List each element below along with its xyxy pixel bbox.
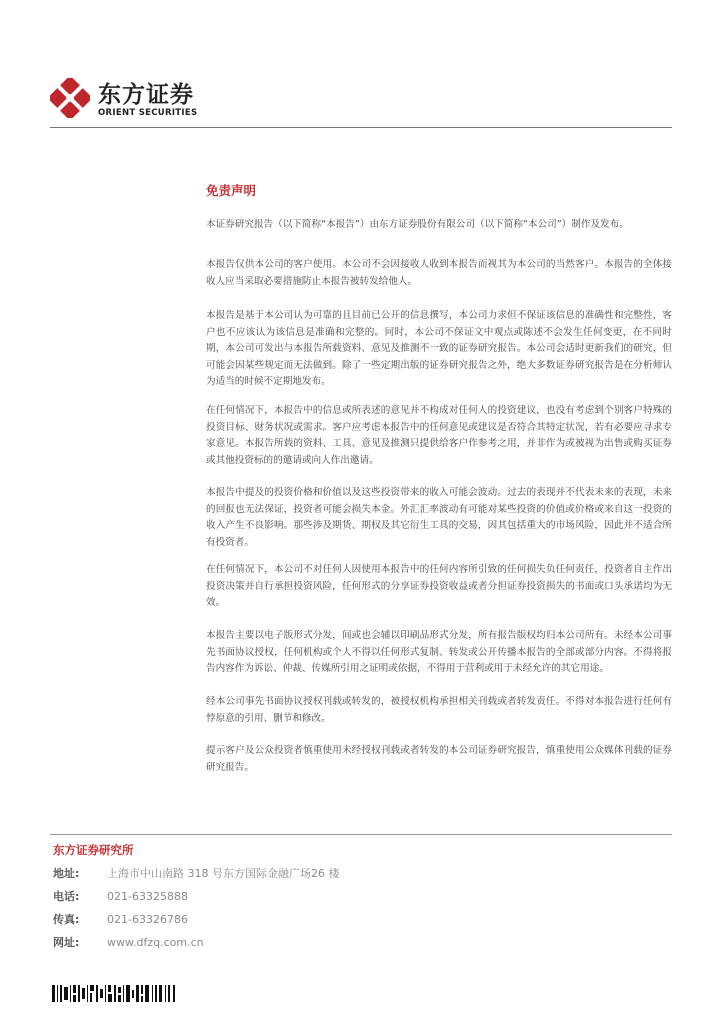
phone-row [53, 890, 188, 904]
footer-divider [50, 834, 672, 835]
disclaimer-paragraph: 提示客户及公众投资者慎重使用未经授权刊载或者转发的本公司证券研究报告，慎重使用公众媒体刊载的证券研究报告。 [206, 745, 672, 773]
disclaimer-paragraph: 本报告主要以电子版形式分发，间或也会辅以印刷品形式分发，所有报告版权均归本公司所有。未经本公司事先书面协议授权，任何机构或个人不得以任何形式复制、转发或公开传播本报告的全部或部分内容。不得将报告内容作为诉讼、仲裁、传媒所引用之证明或依据，不得用于营利或用于未经允许的其它用途。 [206, 630, 672, 674]
orient-logo-icon [50, 78, 90, 118]
logo-english-name: ORIENT SECURITIES [98, 108, 198, 118]
disclaimer-paragraph: 在任何情况下，本报告中的信息或所表述的意见并不构成对任何人的投资建议，也没有考虑到个别客户特殊的投资目标、财务状况或需求。客户应考虑本报告中的任何意见或建议是否符合其特定状况，若有必要应寻求专家意见。本报告所载的资料、工具、意见及推测只提供给客户作参考之用，并非作为或被视为出售或购买证券或其他投资标的的邀请或向人作出邀请。 [206, 405, 672, 466]
disclaimer-paragraph: 经本公司事先书面协议授权刊载或转发的，被授权机构承担相关刊载或者转发责任。不得对本报告进行任何有悖原意的引用、删节和修改。 [206, 696, 672, 724]
fax-row [53, 913, 188, 927]
disclaimer-title: 免责声明 [206, 183, 257, 198]
web-row [53, 936, 204, 950]
disclaimer-paragraph: 本证券研究报告（以下简称“本报告”）由东方证券股份有限公司（以下简称“本公司”）制作及发布。 [206, 219, 629, 230]
header-divider [50, 127, 672, 128]
address-label: 地址: [53, 867, 80, 880]
fax-value: 021-63326786 [107, 913, 188, 926]
disclaimer-paragraph: 本报告中提及的投资价格和价值以及这些投资带来的收入可能会波动。过去的表现并不代表未来的表现，未来的回报也无法保证，投资者可能会损失本金。外汇汇率波动有可能对某些投资的价值或价格或来自这一投资的收入产生不良影响。那些涉及期货、期权及其它衍生工具的交易，因其包括重大的市场风险，因此并不适合所有投资者。 [206, 487, 672, 548]
institute-name: 东方证券研究所 [53, 843, 134, 857]
logo-chinese-name: 东方证券 [98, 82, 194, 108]
web-label: 网址: [53, 936, 80, 949]
phone-label: 电话: [53, 890, 80, 903]
address-row [53, 867, 339, 881]
fax-label: 传真: [53, 913, 80, 926]
disclaimer-paragraph: 本报告仅供本公司的客户使用。本公司不会因接收人收到本报告而视其为本公司的当然客户。本报告的全体接收人应当采取必要措施防止本报告被转发给他人。 [206, 259, 672, 287]
document-barcode-icon [52, 985, 176, 1002]
disclaimer-paragraph: 在任何情况下，本公司不对任何人因使用本报告中的任何内容所引致的任何损失负任何责任，投资者自主作出投资决策并自行承担投资风险，任何形式的分享证券投资收益或者分担证券投资损失的书面或口头承诺均为无效。 [206, 564, 672, 608]
company-logo [50, 78, 225, 124]
phone-value: 021-63325888 [107, 890, 188, 903]
disclaimer-paragraph: 本报告是基于本公司认为可靠的且目前已公开的信息撰写，本公司力求但不保证该信息的准确性和完整性，客户也不应该认为该信息是准确和完整的。同时，本公司不保证文中观点或陈述不会发生任何变更，在不同时期，本公司可发出与本报告所载资料、意见及推测不一致的证券研究报告。本公司会适时更新我们的研究，但可能会因某些规定而无法做到。除了一些定期出版的证券研究报告之外，绝大多数证券研究报告是在分析师认为适当的时候不定期地发布。 [206, 310, 672, 387]
address-value: 上海市中山南路 318 号东方国际金融广场26 楼 [107, 867, 340, 880]
web-value[interactable]: www.dfzq.com.cn [107, 936, 204, 949]
